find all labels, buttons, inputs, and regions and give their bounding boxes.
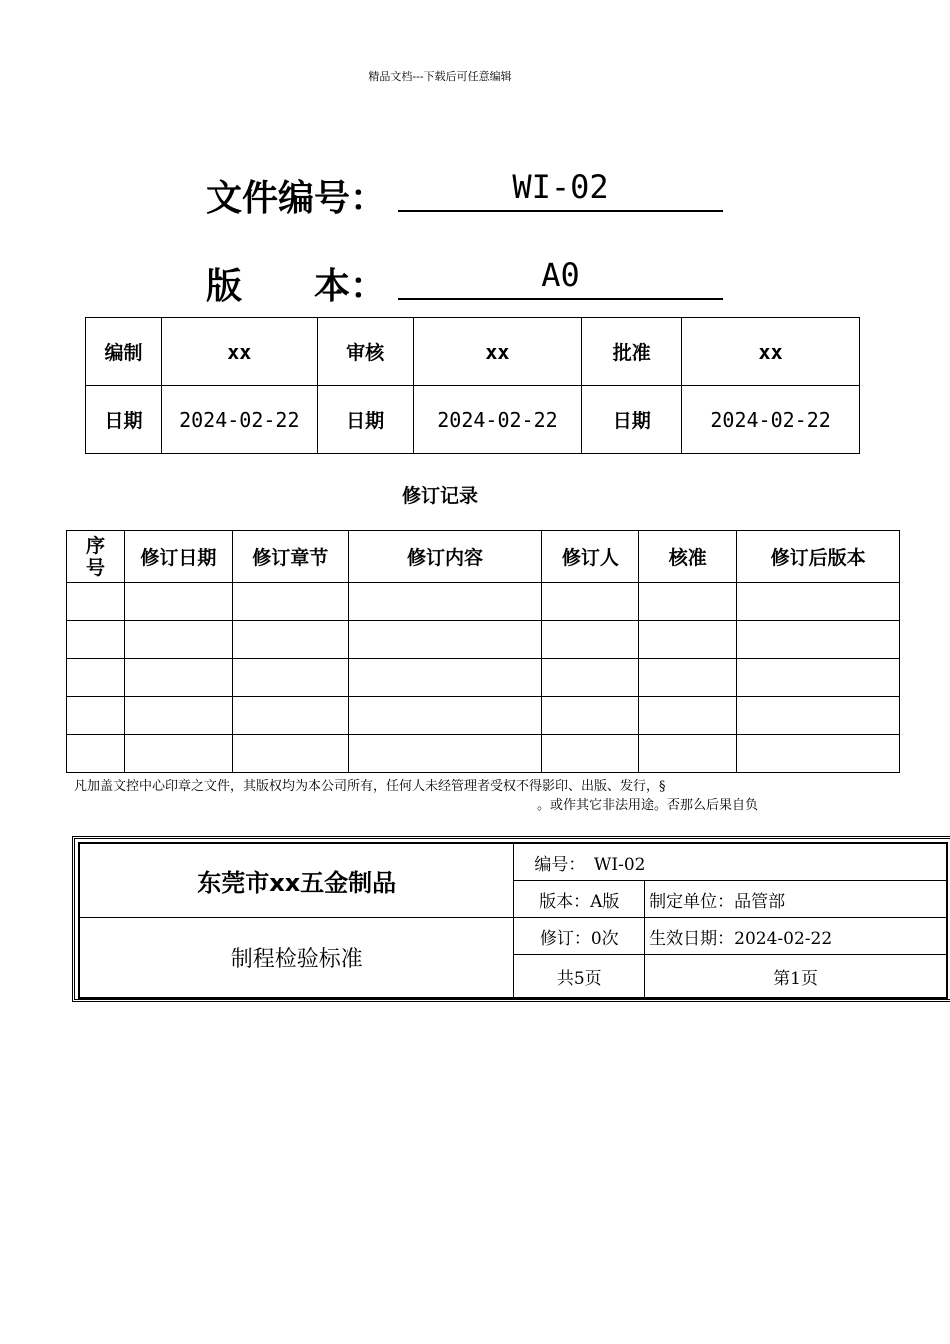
reviewed-date-label: 日期 [317,386,413,454]
doc-number-label: 文件编号： [206,178,387,219]
revision-cell [348,697,542,735]
footer-revision: 修订：0次 [514,918,645,955]
footer-table [78,842,948,999]
approved-by-label: 批准 [582,318,682,386]
revision-cell [67,697,125,735]
prepared-date-value: 2024-02-22 [161,386,317,454]
revision-cell [737,697,900,735]
revision-row [67,735,900,773]
revision-cell [348,659,542,697]
col-new-version: 修订后版本 [737,531,900,583]
revision-cell [232,659,348,697]
revision-cell [67,621,125,659]
revision-cell [737,659,900,697]
revision-cell [639,659,737,697]
reviewed-date-value: 2024-02-22 [413,386,582,454]
approved-by-value: xx [682,318,860,386]
doc-number-value: WI-02 [512,168,609,206]
revision-body [67,583,900,773]
col-revised-by: 修订人 [542,531,639,583]
col-seq-bottom: 号 [85,556,105,579]
notice-line-1: 凡加盖文控中心印章之文件，其版权均为本公司所有，任何人未经管理者受权不得影印、出版、发行，§ [74,779,666,794]
revision-cell [639,583,737,621]
version-label: 版 本： [206,266,387,307]
revision-cell [67,735,125,773]
revision-cell [67,583,125,621]
footer-version: 版本：A版 [514,881,645,918]
revision-cell [124,621,232,659]
footer-unit: 制定单位：品管部 [645,881,947,918]
revision-cell [639,735,737,773]
reviewed-by-label: 审核 [317,318,413,386]
revision-cell [232,735,348,773]
footer-effective-date: 生效日期：2024-02-22 [645,918,947,955]
col-revision-date: 修订日期 [124,531,232,583]
revision-cell [232,621,348,659]
revision-cell [542,659,639,697]
revision-row [67,697,900,735]
revision-cell [737,583,900,621]
revision-cell [348,583,542,621]
version-underline [398,256,723,300]
revision-cell [124,735,232,773]
approved-date-value: 2024-02-22 [682,386,860,454]
col-seq [67,531,125,583]
revision-cell [639,621,737,659]
revision-cell [67,659,125,697]
prepared-date-label: 日期 [86,386,162,454]
revision-table [66,530,900,773]
footer-total-pages: 共5页 [514,955,645,999]
revision-cell [542,583,639,621]
prepared-by-value: xx [161,318,317,386]
revision-cell [232,583,348,621]
col-seq-top: 序 [85,534,105,557]
col-approved: 核准 [639,531,737,583]
doc-number-underline [398,168,723,212]
approved-date-label: 日期 [582,386,682,454]
revision-cell [639,697,737,735]
reviewed-by-value: xx [413,318,582,386]
revision-cell [348,735,542,773]
revision-cell [542,735,639,773]
revision-cell [737,621,900,659]
approval-row-signers [86,318,860,386]
approval-row-dates [86,386,860,454]
revision-row [67,583,900,621]
doc-title: 制程检验标准 [79,918,514,999]
revision-cell [737,735,900,773]
revision-header-row [67,531,900,583]
revision-cell [124,659,232,697]
footer-doc-number: 编号： WI-02 [514,843,947,881]
approval-table [85,317,860,454]
revision-row [67,659,900,697]
header-note: 精品文档---下载后可任意编辑 [368,70,512,83]
revision-cell [124,583,232,621]
revision-cell [124,697,232,735]
revision-cell [232,697,348,735]
footer-page-number: 第1页 [645,955,947,999]
col-revision-content: 修订内容 [348,531,542,583]
revision-cell [348,621,542,659]
revision-row [67,621,900,659]
col-revision-section: 修订章节 [232,531,348,583]
prepared-by-label: 编制 [86,318,162,386]
notice-line-2: 。或作其它非法用途。否那么后果自负 [537,798,759,813]
revision-cell [542,697,639,735]
company-name: 东莞市xx五金制品 [79,843,514,918]
version-value: A0 [541,256,580,294]
revision-title: 修订记录 [401,485,478,507]
revision-cell [542,621,639,659]
